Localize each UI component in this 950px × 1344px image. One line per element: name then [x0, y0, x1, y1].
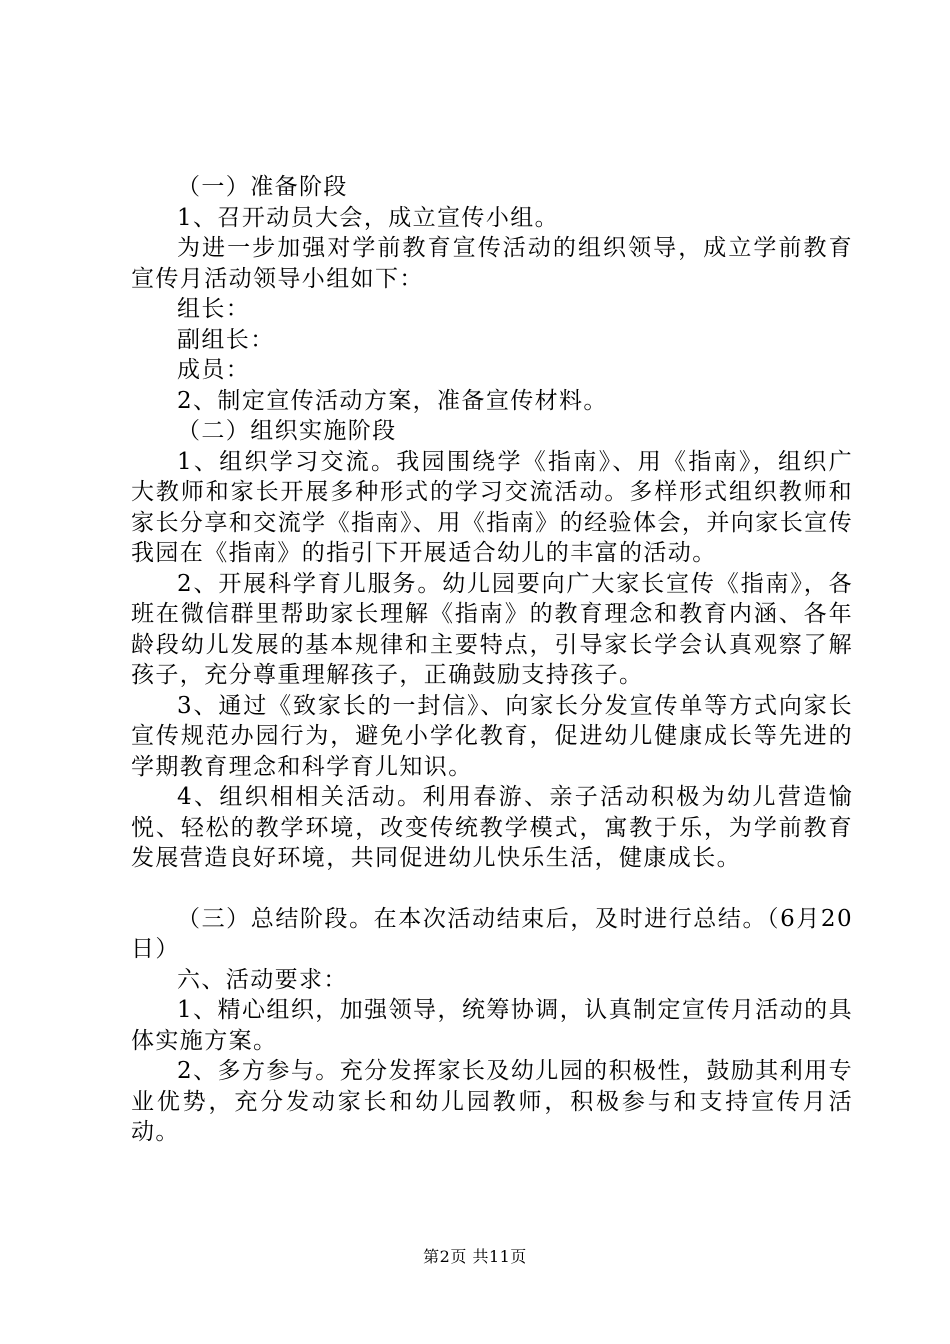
group-leader-line: 组长： — [177, 296, 251, 322]
paragraph: 1、召开动员大会，成立宣传小组。 — [177, 204, 560, 231]
deputy-leader-line: 副组长： — [177, 326, 275, 353]
section-heading-preparation: （一）准备阶段 — [177, 174, 348, 200]
paragraph: 2、开展科学育儿服务。幼儿园要向广大家长宣传《指南》，各班在微信群里帮助家长理解《指南》的教育理念和教育内涵、各年龄段幼儿发展的基本规律和主要特点，引导家长学会认真观察了解孩子，充分尊重理解孩子，正确鼓励支持孩子。 — [131, 570, 853, 688]
members-line: 成员： — [177, 357, 251, 383]
document-body — [131, 172, 853, 1148]
section-heading-summary: （三）总结阶段。在本次活动结束后，及时进行总结。（6月20日） — [131, 905, 853, 962]
paragraph: 2、制定宣传活动方案，准备宣传材料。 — [177, 387, 608, 414]
page-number-footer: 第2页 共11页 — [423, 1247, 527, 1266]
section-heading-implementation: （二）组织实施阶段 — [177, 418, 397, 444]
paragraph: 为进一步加强对学前教育宣传活动的组织领导，成立学前教育宣传月活动领导小组如下： — [131, 235, 853, 292]
paragraph: 3、通过《致家长的一封信》、向家长分发宣传单等方式向家长宣传规范办园行为，避免小学化教育，促进幼儿健康成长等先进的学期教育理念和科学育儿知识。 — [131, 692, 853, 780]
paragraph: 1、精心组织，加强领导，统筹协调，认真制定宣传月活动的具体实施方案。 — [131, 997, 853, 1054]
paragraph: 1、组织学习交流。我园围绕学《指南》、用《指南》，组织广大教师和家长开展多种形式的学习交流活动。多样形式组织教师和家长分享和交流学《指南》、用《指南》的经验体会，并向家长宣传我园在《指南》的指引下开展适合幼儿的丰富的活动。 — [131, 448, 853, 566]
section-heading-requirements: 六、活动要求： — [177, 966, 348, 993]
paragraph: 4、组织相相关活动。利用春游、亲子活动积极为幼儿营造愉悦、轻松的教学环境，改变传统教学模式，寓教于乐，为学前教育发展营造良好环境，共同促进幼儿快乐生活，健康成长。 — [131, 784, 853, 871]
paragraph: 2、多方参与。充分发挥家长及幼儿园的积极性，鼓励其利用专业优势，充分发动家长和幼儿园教师，积极参与和支持宣传月活动。 — [131, 1058, 853, 1145]
